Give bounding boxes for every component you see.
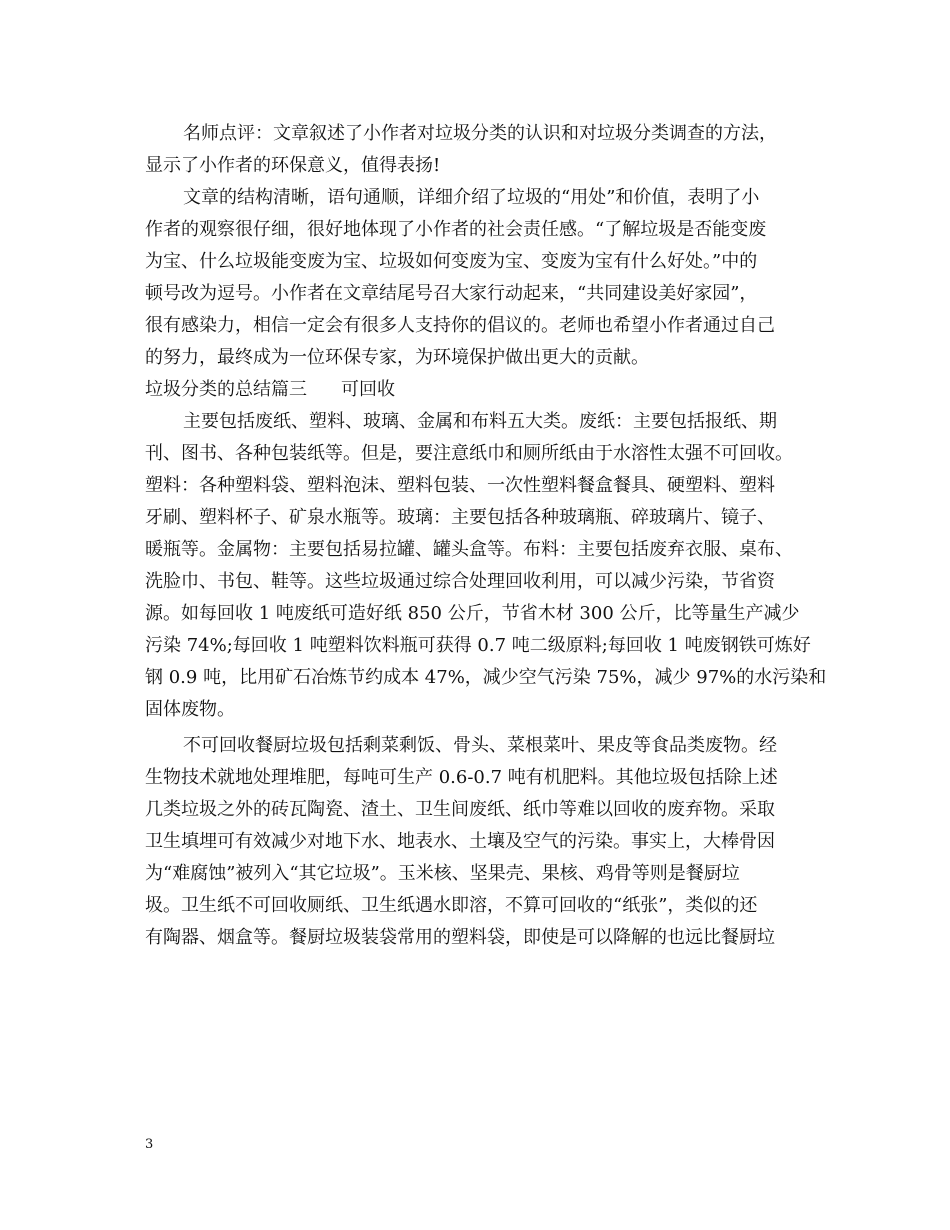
section-subtitle: 可回收 [341,379,395,400]
text-line: 有陶器、烟盒等。餐厨垃圾装袋常用的塑料袋，即使是可以降解的也远比餐厨垃 [145,927,775,948]
text-line: 的努力，最终成为一位环保专家，为环境保护做出更大的贡献。 [145,347,649,368]
text-line: 污染 74%;每回收 1 吨塑料饮料瓶可获得 0.7 吨二级原料;每回收 1 吨废钢铁可炼好 [145,635,811,656]
text-line: 主要包括废纸、塑料、玻璃、金属和布料五大类。废纸：主要包括报纸、期 [183,411,777,432]
text-line: 名师点评：文章叙述了小作者对垃圾分类的认识和对垃圾分类调查的方法， [183,123,777,144]
text-line: 为“难腐蚀”被列入“其它垃圾”。玉米核、坚果壳、果核、鸡骨等则是餐厨垃 [145,863,740,884]
nonrecyclable-paragraph [145,730,805,954]
text-line: 钢 0.9 吨，比用矿石冶炼节约成本 47%，减少空气污染 75%，减少 97%的水污染和 [145,667,827,688]
text-line: 固体废物。 [145,699,235,720]
text-line: 刊、图书、各种包装纸等。但是，要注意纸巾和厕所纸由于水溶性太强不可回收。 [145,443,793,464]
text-line: 很有感染力，相信一定会有很多人支持你的倡议的。老师也希望小作者通过自己 [145,315,775,336]
text-line: 卫生填埋可有效减少对地下水、地表水、土壤及空气的污染。事实上，大棒骨因 [145,831,775,852]
text-line: 几类垃圾之外的砖瓦陶瓷、渣土、卫生间废纸、纸巾等难以回收的废弃物。采取 [145,799,775,820]
text-line: 源。如每回收 1 吨废纸可造好纸 850 公斤，节省木材 300 公斤，比等量生产减少 [145,603,800,624]
structure-comment-paragraph [145,182,805,374]
text-line: 显示了小作者的环保意义，值得表扬! [145,155,441,176]
text-line: 塑料：各种塑料袋、塑料泡沫、塑料包装、一次性塑料餐盒餐具、硬塑料、塑料 [145,475,775,496]
text-line: 作者的观察很仔细，很好地体现了小作者的社会责任感。“了解垃圾是否能变废 [145,219,767,240]
text-line: 文章的结构清晰，语句通顺，详细介绍了垃圾的“用处”和价值，表明了小 [183,187,760,208]
section-title: 垃圾分类的总结篇三 [145,379,307,400]
teacher-comment-paragraph [145,118,805,182]
text-line: 不可回收餐厨垃圾包括剩菜剩饭、骨头、菜根菜叶、果皮等食品类废物。经 [183,735,777,756]
recyclable-paragraph [145,406,827,726]
section-heading [145,374,805,406]
text-line: 生物技术就地处理堆肥，每吨可生产 0.6-0.7 吨有机肥料。其他垃圾包括除上述 [145,767,778,788]
text-line: 暖瓶等。金属物：主要包括易拉罐、罐头盒等。布料：主要包括废弃衣服、桌布、 [145,539,793,560]
text-line: 顿号改为逗号。小作者在文章结尾号召大家行动起来，“共同建设美好家园”， [145,283,758,304]
text-line: 牙刷、塑料杯子、矿泉水瓶等。玻璃：主要包括各种玻璃瓶、碎玻璃片、镜子、 [145,507,775,528]
text-line: 圾。卫生纸不可回收厕纸、卫生纸遇水即溶，不算可回收的“纸张”，类似的还 [145,895,758,916]
document-body [145,118,827,954]
page-number: 3 [145,1137,154,1152]
text-line: 洗脸巾、书包、鞋等。这些垃圾通过综合处理回收利用，可以减少污染，节省资 [145,571,775,592]
text-line: 为宝、什么垃圾能变废为宝、垃圾如何变废为宝、变废为宝有什么好处。”中的 [145,251,758,272]
